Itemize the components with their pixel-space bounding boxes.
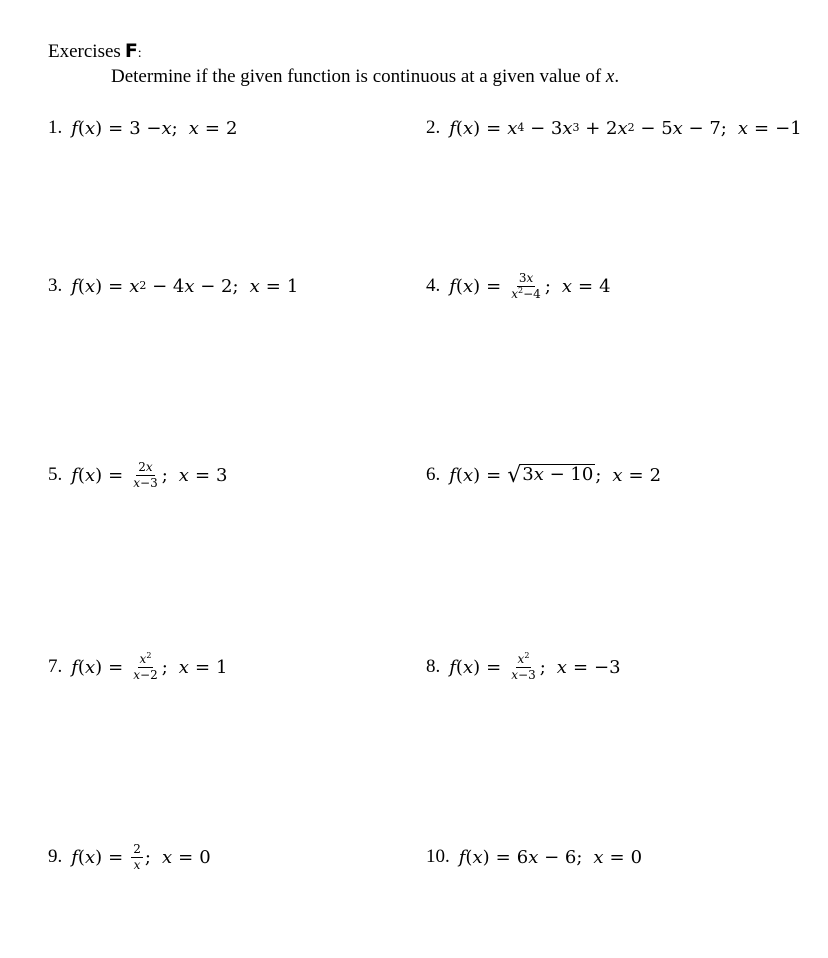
instructions-text: Determine if the given function is continuous at a given value of <box>111 66 606 87</box>
problem-expression: f ( x ) = 6 x − 6; x = 0 <box>458 846 643 868</box>
problem-expression: f ( x ) = 3 − x ; x = 2 <box>71 117 238 139</box>
evaluation-value: 0 <box>630 846 643 868</box>
fraction: $\frac{2}{x}$ <box>133 841 141 872</box>
problem-number: 9. <box>48 846 63 867</box>
evaluation-value: −1 <box>775 117 802 139</box>
problem-number: 1. <box>48 117 63 138</box>
heading-colon: : <box>137 46 142 61</box>
fraction: $\frac{3x}{x^2-4}$ <box>511 270 541 301</box>
fraction: $\frac{2x}{x-3}$ <box>133 459 158 490</box>
fraction: $\frac{x^2}{x-3}$ <box>511 650 536 682</box>
instructions <box>111 66 619 88</box>
problem-expression: f ( x ) = x 4 − 3 x 3 + 2 x 2 − 5 x − 7; x = −1 <box>449 117 802 139</box>
problem-9 <box>48 837 211 877</box>
evaluation-value: 1 <box>286 275 299 297</box>
evaluation-value: 2 <box>225 117 238 139</box>
evaluation-value: 4 <box>599 275 611 297</box>
problem-2 <box>426 108 802 148</box>
evaluation-value: −3 <box>594 656 621 678</box>
problem-5 <box>48 455 228 495</box>
problem-8 <box>426 647 621 687</box>
evaluation-value: 2 <box>649 464 662 486</box>
problem-4 <box>426 266 611 306</box>
problem-number: 10. <box>426 846 450 867</box>
problem-number: 7. <box>48 656 63 677</box>
problem-10 <box>426 837 642 877</box>
heading-letter: F <box>124 40 138 62</box>
radicand: 3x − 10 <box>522 464 594 486</box>
problem-6 <box>426 455 661 495</box>
problem-1 <box>48 108 237 148</box>
problem-expression: f ( x ) = $\frac{2x}{x-3}$ ; x = 3 <box>71 459 228 490</box>
problem-expression: f ( x ) = $\frac{2}{x}$ ; x = 0 <box>71 841 211 872</box>
square-root-sign: √ <box>507 462 522 488</box>
problem-number: 2. <box>426 117 441 138</box>
problem-expression: f ( x ) = x 2 − 4 x − 2; x = 1 <box>71 275 299 297</box>
fraction: $\frac{x^2}{x-2}$ <box>133 650 158 682</box>
problem-number: 3. <box>48 275 63 296</box>
instructions-variable: x <box>605 66 615 87</box>
problem-expression: f ( x ) = $\frac{x^2}{x-3}$ ; x = −3 <box>449 650 621 682</box>
problem-7 <box>48 647 228 687</box>
problem-number: 4. <box>426 275 441 296</box>
problem-expression: f ( x ) = $\frac{3x}{x^2-4}$ ; x = 4 <box>449 270 611 301</box>
heading-title: Exercises <box>48 41 121 62</box>
problem-expression: f ( x ) = $\frac{x^2}{x-2}$ ; x = 1 <box>71 650 228 682</box>
exercise-heading <box>48 40 142 63</box>
problem-expression: f ( x ) = √ 3x − 10 ; x = 2 <box>449 462 662 488</box>
evaluation-value: 1 <box>216 656 228 678</box>
problem-number: 8. <box>426 656 441 677</box>
problem-number: 6. <box>426 464 441 485</box>
instructions-period: . <box>614 66 620 87</box>
problem-number: 5. <box>48 464 63 485</box>
evaluation-value: 0 <box>199 846 211 868</box>
problem-3 <box>48 266 298 306</box>
evaluation-value: 3 <box>216 464 228 486</box>
